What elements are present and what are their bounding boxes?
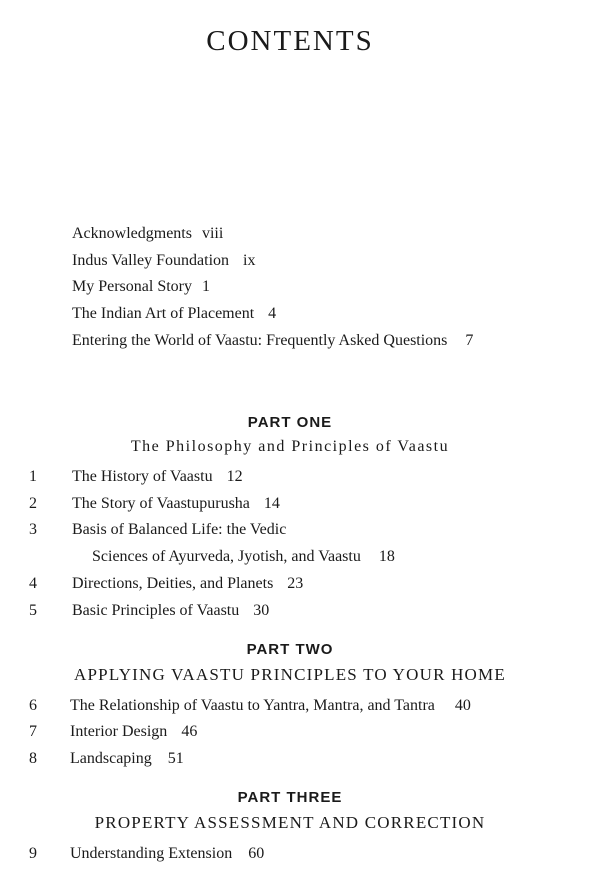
part-one-label: PART ONE <box>247 414 333 431</box>
toc-entry-title: Entering the World of Vaastu: Frequently Asked Questions <box>72 332 448 349</box>
toc-entry-title: The Relationship of Vaastu to Yantra, Mantra, and Tantra <box>70 697 435 714</box>
toc-entry-page: ix <box>243 252 256 269</box>
toc-entry[interactable] <box>70 844 264 864</box>
chapter-number: 1 <box>29 468 37 485</box>
toc-entry[interactable] <box>72 277 210 297</box>
part-three-subtitle: PROPERTY ASSESSMENT AND CORRECTION <box>94 813 486 832</box>
toc-entry[interactable] <box>72 304 276 324</box>
toc-entry-title: The Story of Vaastupurusha <box>72 495 250 512</box>
toc-entry-page: 51 <box>167 750 184 767</box>
chapter-number: 5 <box>29 602 37 619</box>
toc-entry-page: 60 <box>248 845 265 862</box>
chapter-number: 8 <box>29 750 37 767</box>
toc-entry[interactable] <box>72 494 280 514</box>
part-two-subtitle: APPLYING VAASTU PRINCIPLES TO YOUR HOME <box>74 665 506 684</box>
toc-entry-page: 7 <box>465 332 474 349</box>
toc-entry-page: 4 <box>268 305 277 322</box>
toc-entry-page: 46 <box>181 723 198 740</box>
chapter-number: 9 <box>29 845 37 862</box>
toc-entry-title: Directions, Deities, and Planets <box>72 575 274 592</box>
toc-entry-page: 23 <box>287 575 304 592</box>
toc-entry[interactable] <box>72 224 223 244</box>
part-one-subtitle: The Philosophy and Principles of Vaastu <box>130 438 450 455</box>
toc-entry[interactable] <box>70 722 197 742</box>
toc-entry-title: The Indian Art of Placement <box>72 305 255 322</box>
toc-entry-page: 30 <box>253 602 270 619</box>
toc-entry-title: Landscaping <box>70 750 152 767</box>
part-three-label: PART THREE <box>237 789 343 806</box>
chapter-number: 3 <box>29 521 37 538</box>
page-title: CONTENTS <box>206 25 374 58</box>
toc-entry[interactable] <box>72 331 473 351</box>
toc-entry-page: viii <box>201 225 224 242</box>
toc-entry-title: My Personal Story <box>72 278 192 295</box>
chapter-number: 6 <box>29 697 37 714</box>
toc-entry-title: Understanding Extension <box>70 845 233 862</box>
toc-entry-continued[interactable] <box>92 547 395 567</box>
toc-entry-title-continued: Sciences of Ayurveda, Jyotish, and Vaastu <box>92 548 361 565</box>
toc-entry[interactable] <box>72 251 255 271</box>
chapter-number: 7 <box>29 723 37 740</box>
toc-entry-title: Interior Design <box>70 723 168 740</box>
toc-entry-page: 14 <box>263 495 280 512</box>
chapter-number: 4 <box>29 575 37 592</box>
toc-entry-page: 12 <box>226 468 243 485</box>
toc-entry-page: 18 <box>378 548 395 565</box>
toc-entry[interactable] <box>70 749 184 769</box>
toc-entry[interactable] <box>72 574 303 594</box>
toc-entry[interactable] <box>70 696 471 716</box>
toc-entry[interactable] <box>72 520 286 540</box>
toc-entry-title: Indus Valley Foundation <box>72 252 230 269</box>
toc-entry-title: Basic Principles of Vaastu <box>72 602 240 619</box>
toc-entry[interactable] <box>72 467 243 487</box>
toc-entry-page: 1 <box>202 278 210 295</box>
toc-entry[interactable] <box>72 601 269 621</box>
toc-entry-title: Acknowledgments <box>72 225 192 242</box>
toc-entry-title: The History of Vaastu <box>72 468 213 485</box>
toc-entry-title: Basis of Balanced Life: the Vedic <box>72 521 287 538</box>
chapter-number: 2 <box>29 495 37 512</box>
part-two-label: PART TWO <box>246 641 334 658</box>
toc-entry-page: 40 <box>454 697 471 714</box>
